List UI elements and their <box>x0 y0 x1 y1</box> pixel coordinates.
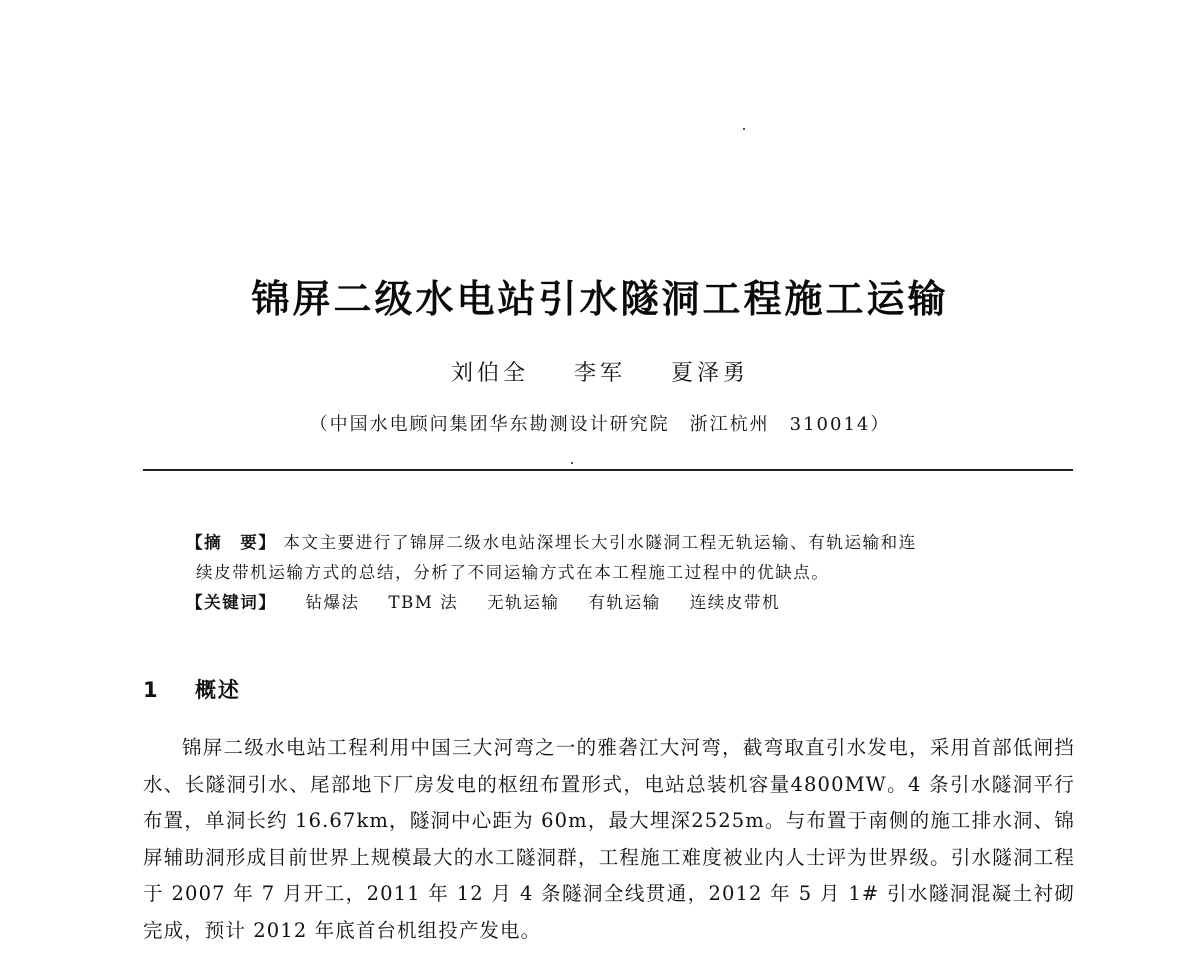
keywords-line <box>186 588 1046 618</box>
abstract-block <box>186 528 1046 618</box>
abstract-text-continued: 续皮带机运输方式的总结，分析了不同运输方式在本工程施工过程中的优缺点。 <box>196 563 830 582</box>
author: 夏泽勇 <box>671 361 750 386</box>
keywords-label: 【关键词】 <box>186 593 277 612</box>
author-list <box>0 356 1200 387</box>
abstract-label: 【摘 要】 <box>186 533 277 552</box>
author: 李军 <box>573 361 626 386</box>
header-divider <box>143 469 1073 471</box>
section-title: 概述 <box>194 678 241 702</box>
keyword: 有轨运输 <box>588 593 661 612</box>
keyword: 连续皮带机 <box>689 593 781 612</box>
scan-speck <box>571 462 573 464</box>
author: 刘伯全 <box>450 361 529 386</box>
affiliation: （中国水电顾问集团华东勘测设计研究院 浙江杭州 310014） <box>309 414 891 435</box>
abstract-text: 本文主要进行了锦屏二级水电站深埋长大引水隧洞工程无轨运输、有轨运输和连 <box>283 533 917 552</box>
body-paragraph: 锦屏二级水电站工程利用中国三大河弯之一的雅砻江大河弯，截弯取直引水发电，采用首部低闸挡水、长隧洞引水、尾部地下厂房发电的枢纽布置形式，电站总装机容量4800MW。4 条引水隧洞平行布置，单洞长约 16.67km，隧洞中心距为 60m，最大埋深2525m。与布置于南侧的施工排水洞、锦屏辅助洞形成目前世界上规模最大的水工隧洞群，工程施工难度被业内人士评为世界级。引水隧洞工程于 2007 年 7 月开工，2011 年 12 月 4 条隧洞全线贯通，2012 年 5 月 1# 引水隧洞混凝土衬砌完成，预计 2012 年底首台机组投产发电。 <box>143 736 1075 942</box>
section-number: 1 <box>143 678 160 702</box>
keyword: 钻爆法 <box>305 593 360 612</box>
keyword: TBM 法 <box>388 593 459 612</box>
scan-speck <box>743 128 745 130</box>
paper-title: 锦屏二级水电站引水隧洞工程施工运输 <box>251 277 949 321</box>
abstract-line <box>186 528 1046 558</box>
keyword: 无轨运输 <box>487 593 560 612</box>
section-heading <box>143 674 241 704</box>
